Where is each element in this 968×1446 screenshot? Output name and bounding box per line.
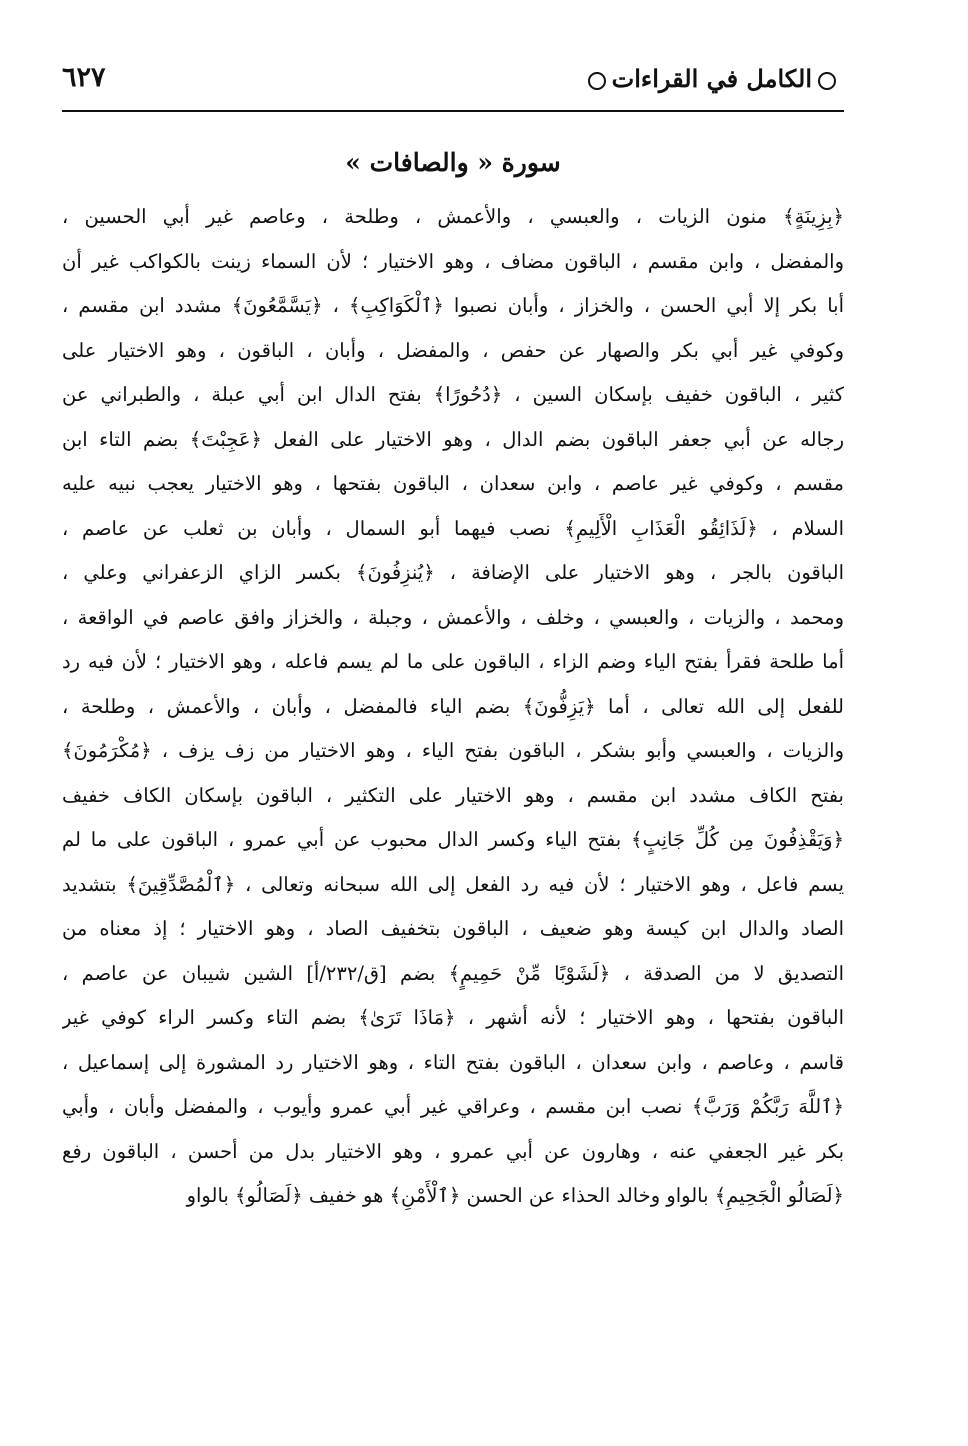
book-title bbox=[582, 64, 842, 93]
book-title-text: الكامل في القراءات bbox=[611, 64, 812, 93]
surah-title: سورة « والصافات » bbox=[345, 148, 561, 177]
text-line: والزيات ، والعبسي وأبو بشكر ، الباقون بفتح الياء ، وهو الاختيار من زف يزف ، ﴿مُكْرَمُونَ﴾ bbox=[62, 739, 844, 762]
text-line: للفعل إلى الله تعالى ، أما ﴿يَزِفُّونَ﴾ بضم الياء فالمفضل ، وأبان ، والأعمش ، وطلحة ، bbox=[62, 694, 844, 718]
text-line: الباقون بفتحها ، وهو الاختيار ؛ لأنه أشهر ، ﴿مَاذَا تَرَىٰ﴾ بضم التاء وكسر الراء كوفي غير bbox=[62, 1006, 844, 1029]
text-line: رجاله عن أبي جعفر الباقون بضم الدال ، وهو الاختيار على الفعل ﴿عَجِبْتَ﴾ بضم التاء ابن bbox=[62, 427, 844, 451]
text-line: وكوفي غير أبي بكر والصهار عن حفص ، والمفضل ، وأبان ، الباقون ، وهو الاختيار على bbox=[62, 338, 844, 362]
running-header bbox=[62, 60, 842, 100]
page-number: ٦٢٧ bbox=[62, 62, 106, 93]
text-line: بكر غير الجعفي عنه ، وهارون عن أبي عمرو ، وهو الاختيار بدل من أحسن ، الباقون رفع bbox=[62, 1139, 844, 1163]
text-line: أبا بكر إلا أبي الحسن ، والخزاز ، وأبان نصبوا ﴿ٱلْكَوَاكِبِ﴾ ، ﴿يَسَّمَّعُونَ﴾ مشدد ابن مقسم ، bbox=[62, 294, 844, 317]
text-line: ﴿ٱللَّهَ رَبَّكُمْ وَرَبَّ﴾ نصب ابن مقسم ، وعراقي غير أبي عمرو وأيوب ، والمفضل وأبان ، وأبي bbox=[62, 1095, 844, 1118]
text-line: مقسم ، وكوفي غير عاصم ، وابن سعدان ، الباقون بفتحها ، وهو الاختيار يعجب نبيه عليه bbox=[62, 472, 844, 495]
text-line: والمفضل ، وابن مقسم ، الباقون مضاف ، وهو الاختيار ؛ لأن السماء زينت بالكواكب غير أن bbox=[62, 249, 844, 273]
header-divider bbox=[62, 110, 844, 112]
text-line: قاسم ، وعاصم ، وابن سعدان ، الباقون بفتح التاء ، وهو الاختيار رد المشورة إلى إسماعيل ، bbox=[62, 1050, 844, 1074]
text-line: ﴿لَصَالُو الْجَحِيمِ﴾ بالواو وخالد الحذاء عن الحسن ﴿ٱلْأَمْنِ﴾ هو خفيف ﴿لَصَالُو﴾ بالواو bbox=[186, 1184, 844, 1207]
text-line: كثير ، الباقون خفيف بإسكان السين ، ﴿دُحُورًا﴾ بفتح الدال ابن أبي عبلة ، والطبراني عن bbox=[62, 383, 844, 406]
text-line: التصديق لا من الصدقة ، ﴿لَشَوْبًا مِّنْ حَمِيمٍ﴾ بضم [ق/٢٣٢/أ] الشين شيبان عن عاصم ، bbox=[62, 961, 844, 985]
circle-ornament-icon bbox=[588, 72, 606, 90]
text-line: ﴿وَيَقْذِفُونَ مِن كُلِّ جَانِبٍ﴾ بفتح الياء وكسر الدال محبوب عن أبي عمرو ، الباقون على ما لم bbox=[62, 828, 844, 851]
text-line: ﴿بِزِينَةٍ﴾ منون الزيات ، والعبسي ، والأعمش ، وطلحة ، وعاصم غير أبي الحسين ، bbox=[62, 205, 844, 228]
body-text bbox=[62, 195, 844, 1219]
text-line: ومحمد ، والزيات ، والعبسي ، وخلف ، والأعمش ، وجبلة ، والخزاز وافق عاصم في الواقعة ، bbox=[62, 605, 844, 629]
text-line: الباقون بالجر ، وهو الاختيار على الإضافة ، ﴿يُنزِفُونَ﴾ بكسر الزاي الزعفراني وعلي ، bbox=[62, 561, 844, 584]
text-line: أما طلحة فقرأ بفتح الياء وضم الزاء ، الباقون على ما لم يسم فاعله ، وهو الاختيار ؛ لأن فيه رد bbox=[62, 650, 844, 673]
circle-ornament-icon bbox=[818, 72, 836, 90]
text-line: السلام ، ﴿لَذَائِقُو الْعَذَابِ الْأَلِيمِ﴾ نصب فيهما أبو السمال ، وأبان بن ثعلب عن عاصم ، bbox=[62, 516, 844, 540]
text-line: يسم فاعل ، وهو الاختيار ؛ لأن فيه رد الفعل إلى الله سبحانه وتعالى ، ﴿ٱلْمُصَّدِّقِينَ﴾ بتشديد bbox=[62, 872, 844, 896]
text-line: بفتح الكاف مشدد ابن مقسم ، وهو الاختيار على التكثير ، الباقون بإسكان الكاف خفيف bbox=[62, 783, 844, 807]
text-line: الصاد والدال ابن كيسة وهو ضعيف ، الباقون بتخفيف الصاد ، وهو الاختيار ؛ إذ معناه من bbox=[62, 917, 844, 940]
